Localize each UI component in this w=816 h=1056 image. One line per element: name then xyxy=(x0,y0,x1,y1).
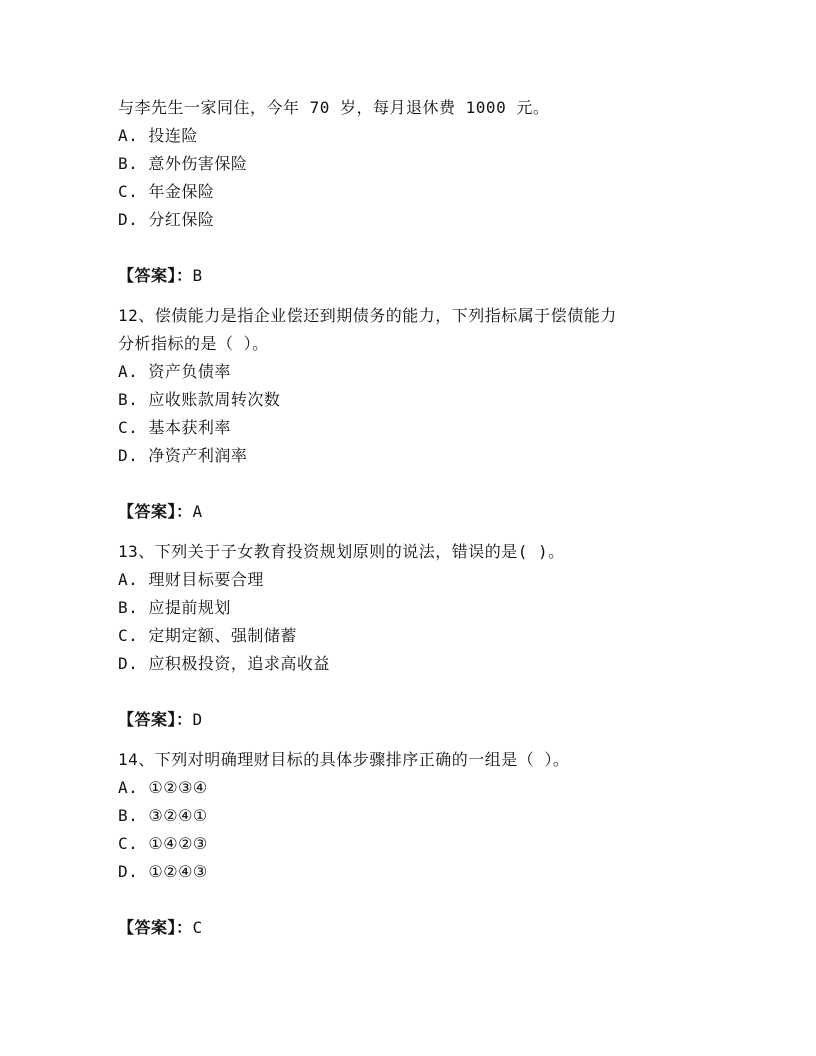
q13-option-d: D. 应积极投资，追求高收益 xyxy=(118,654,330,673)
q13-option-c: C. 定期定额、强制储蓄 xyxy=(118,626,297,645)
q12-answer-value: A xyxy=(192,502,203,521)
q12-stem-line2: 分析指标的是（ ）。 xyxy=(118,334,269,353)
q11-option-d: D. 分红保险 xyxy=(118,210,215,229)
answer-label: 【答案】： xyxy=(118,918,193,937)
q13-stem: 13、下列关于子女教育投资规划原则的说法，错误的是( )。 xyxy=(118,542,565,561)
q11-option-a: A. 投连险 xyxy=(118,126,198,145)
q13-option-b: B. 应提前规划 xyxy=(118,598,231,617)
q11-answer-line xyxy=(118,264,798,288)
intro-line: 与李先生一家同住，今年 70 岁，每月退休费 1000 元。 xyxy=(118,98,550,117)
q14-option-a: A. ①②③④ xyxy=(118,778,208,797)
q14-option-d: D. ①②④③ xyxy=(118,862,208,881)
q14-stem: 14、下列对明确理财目标的具体步骤排序正确的一组是（ ）。 xyxy=(118,750,570,769)
q14-option-b: B. ③②④① xyxy=(118,806,208,825)
q12-option-d: D. 净资产利润率 xyxy=(118,446,248,465)
answer-label: 【答案】： xyxy=(118,266,193,285)
q11-option-b: B. 意外伤害保险 xyxy=(118,154,248,173)
q14-answer-value: C xyxy=(192,918,203,937)
q13-answer-value: D xyxy=(192,710,203,729)
q12-option-b: B. 应收账款周转次数 xyxy=(118,390,281,409)
q13-answer-line xyxy=(118,708,798,732)
answer-label: 【答案】： xyxy=(118,710,193,729)
q11-option-c: C. 年金保险 xyxy=(118,182,215,201)
q12-stem-line1: 12、偿债能力是指企业偿还到期债务的能力，下列指标属于偿债能力 xyxy=(118,306,617,325)
q14-answer-line xyxy=(118,916,798,940)
answer-label: 【答案】： xyxy=(118,502,193,521)
q12-answer-line xyxy=(118,500,798,524)
q12-option-c: C. 基本获利率 xyxy=(118,418,231,437)
q14-option-c: C. ①④②③ xyxy=(118,834,208,853)
q12-option-a: A. 资产负债率 xyxy=(118,362,231,381)
q13-option-a: A. 理财目标要合理 xyxy=(118,570,264,589)
q11-answer-value: B xyxy=(192,266,203,285)
